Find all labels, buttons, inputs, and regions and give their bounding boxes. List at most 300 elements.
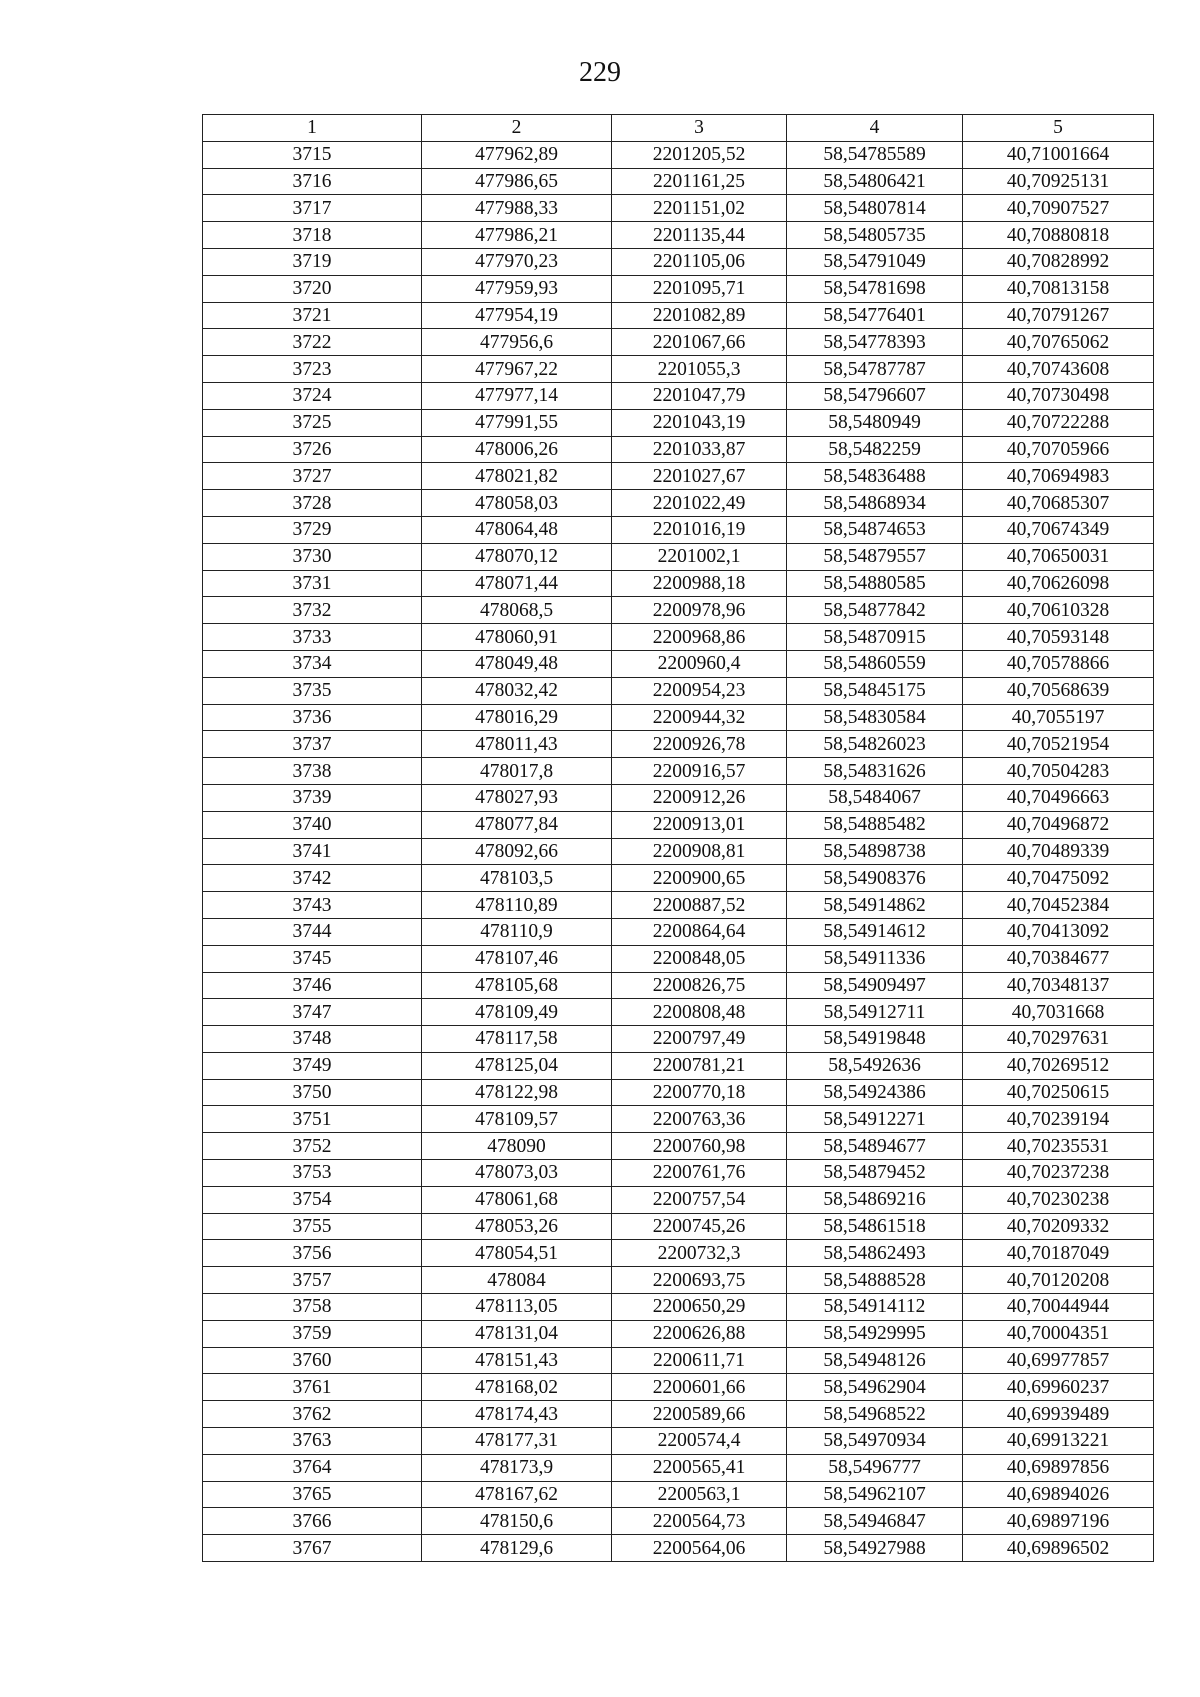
y-coordinate-cell: 2201055,3 <box>612 356 787 383</box>
table-row <box>203 1106 1154 1133</box>
point-number-cell: 3748 <box>203 1026 422 1053</box>
x-coordinate-cell: 478109,57 <box>422 1106 612 1133</box>
latitude-cell: 58,5496777 <box>787 1454 963 1481</box>
table-row <box>203 1052 1154 1079</box>
column-header: 3 <box>612 115 787 142</box>
latitude-cell: 58,54791049 <box>787 248 963 275</box>
x-coordinate-cell: 478084 <box>422 1267 612 1294</box>
longitude-cell: 40,70504283 <box>963 758 1154 785</box>
longitude-cell: 40,69913221 <box>963 1428 1154 1455</box>
point-number-cell: 3762 <box>203 1401 422 1428</box>
y-coordinate-cell: 2201067,66 <box>612 329 787 356</box>
latitude-cell: 58,54927988 <box>787 1535 963 1562</box>
y-coordinate-cell: 2200926,78 <box>612 731 787 758</box>
longitude-cell: 40,70250615 <box>963 1079 1154 1106</box>
y-coordinate-cell: 2200650,29 <box>612 1294 787 1321</box>
table-row <box>203 892 1154 919</box>
latitude-cell: 58,54869216 <box>787 1186 963 1213</box>
x-coordinate-cell: 478049,48 <box>422 650 612 677</box>
latitude-cell: 58,54806421 <box>787 168 963 195</box>
y-coordinate-cell: 2200808,48 <box>612 999 787 1026</box>
longitude-cell: 40,69894026 <box>963 1481 1154 1508</box>
y-coordinate-cell: 2201135,44 <box>612 222 787 249</box>
table-row <box>203 918 1154 945</box>
point-number-cell: 3758 <box>203 1294 422 1321</box>
table-row <box>203 1294 1154 1321</box>
longitude-cell: 40,70348137 <box>963 972 1154 999</box>
latitude-cell: 58,54962904 <box>787 1374 963 1401</box>
longitude-cell: 40,70413092 <box>963 918 1154 945</box>
point-number-cell: 3749 <box>203 1052 422 1079</box>
point-number-cell: 3718 <box>203 222 422 249</box>
table-row <box>203 436 1154 463</box>
table-row <box>203 1347 1154 1374</box>
x-coordinate-cell: 477954,19 <box>422 302 612 329</box>
latitude-cell: 58,5484067 <box>787 784 963 811</box>
x-coordinate-cell: 478110,9 <box>422 918 612 945</box>
column-header: 4 <box>787 115 963 142</box>
column-header: 1 <box>203 115 422 142</box>
table-row <box>203 1160 1154 1187</box>
longitude-cell: 40,70239194 <box>963 1106 1154 1133</box>
x-coordinate-cell: 478174,43 <box>422 1401 612 1428</box>
latitude-cell: 58,54970934 <box>787 1428 963 1455</box>
page-number: 229 <box>579 57 621 88</box>
point-number-cell: 3740 <box>203 811 422 838</box>
longitude-cell: 40,70705966 <box>963 436 1154 463</box>
y-coordinate-cell: 2200564,06 <box>612 1535 787 1562</box>
x-coordinate-cell: 478054,51 <box>422 1240 612 1267</box>
table-row <box>203 1401 1154 1428</box>
x-coordinate-cell: 477956,6 <box>422 329 612 356</box>
point-number-cell: 3727 <box>203 463 422 490</box>
x-coordinate-cell: 478027,93 <box>422 784 612 811</box>
longitude-cell: 40,70044944 <box>963 1294 1154 1321</box>
latitude-cell: 58,54946847 <box>787 1508 963 1535</box>
table-row <box>203 516 1154 543</box>
longitude-cell: 40,70120208 <box>963 1267 1154 1294</box>
y-coordinate-cell: 2200848,05 <box>612 945 787 972</box>
table-row <box>203 222 1154 249</box>
table-row <box>203 650 1154 677</box>
latitude-cell: 58,54787787 <box>787 356 963 383</box>
longitude-cell: 40,70489339 <box>963 838 1154 865</box>
table-row <box>203 624 1154 651</box>
longitude-cell: 40,70880818 <box>963 222 1154 249</box>
latitude-cell: 58,54874653 <box>787 516 963 543</box>
longitude-cell: 40,70828992 <box>963 248 1154 275</box>
point-number-cell: 3764 <box>203 1454 422 1481</box>
x-coordinate-cell: 478151,43 <box>422 1347 612 1374</box>
y-coordinate-cell: 2200797,49 <box>612 1026 787 1053</box>
y-coordinate-cell: 2200601,66 <box>612 1374 787 1401</box>
point-number-cell: 3734 <box>203 650 422 677</box>
latitude-cell: 58,54879557 <box>787 543 963 570</box>
longitude-cell: 40,70269512 <box>963 1052 1154 1079</box>
table-row <box>203 1428 1154 1455</box>
longitude-cell: 40,70235531 <box>963 1133 1154 1160</box>
table-row <box>203 731 1154 758</box>
point-number-cell: 3755 <box>203 1213 422 1240</box>
x-coordinate-cell: 478070,12 <box>422 543 612 570</box>
point-number-cell: 3717 <box>203 195 422 222</box>
y-coordinate-cell: 2200960,4 <box>612 650 787 677</box>
table-row <box>203 972 1154 999</box>
point-number-cell: 3735 <box>203 677 422 704</box>
y-coordinate-cell: 2200988,18 <box>612 570 787 597</box>
latitude-cell: 58,54912711 <box>787 999 963 1026</box>
y-coordinate-cell: 2200770,18 <box>612 1079 787 1106</box>
y-coordinate-cell: 2200913,01 <box>612 811 787 838</box>
longitude-cell: 40,70593148 <box>963 624 1154 651</box>
point-number-cell: 3741 <box>203 838 422 865</box>
point-number-cell: 3721 <box>203 302 422 329</box>
point-number-cell: 3731 <box>203 570 422 597</box>
point-number-cell: 3724 <box>203 382 422 409</box>
longitude-cell: 40,70297631 <box>963 1026 1154 1053</box>
x-coordinate-cell: 477970,23 <box>422 248 612 275</box>
table-row <box>203 302 1154 329</box>
table-row <box>203 1508 1154 1535</box>
x-coordinate-cell: 478058,03 <box>422 490 612 517</box>
y-coordinate-cell: 2200565,41 <box>612 1454 787 1481</box>
latitude-cell: 58,54879452 <box>787 1160 963 1187</box>
x-coordinate-cell: 478064,48 <box>422 516 612 543</box>
latitude-cell: 58,54948126 <box>787 1347 963 1374</box>
y-coordinate-cell: 2201105,06 <box>612 248 787 275</box>
y-coordinate-cell: 2201027,67 <box>612 463 787 490</box>
longitude-cell: 40,70722288 <box>963 409 1154 436</box>
point-number-cell: 3746 <box>203 972 422 999</box>
longitude-cell: 40,70626098 <box>963 570 1154 597</box>
x-coordinate-cell: 478167,62 <box>422 1481 612 1508</box>
longitude-cell: 40,70694983 <box>963 463 1154 490</box>
y-coordinate-cell: 2200900,65 <box>612 865 787 892</box>
y-coordinate-cell: 2200908,81 <box>612 838 787 865</box>
point-number-cell: 3756 <box>203 1240 422 1267</box>
point-number-cell: 3766 <box>203 1508 422 1535</box>
y-coordinate-cell: 2200826,75 <box>612 972 787 999</box>
table-row <box>203 463 1154 490</box>
y-coordinate-cell: 2200563,1 <box>612 1481 787 1508</box>
point-number-cell: 3745 <box>203 945 422 972</box>
latitude-cell: 58,54914112 <box>787 1294 963 1321</box>
y-coordinate-cell: 2200757,54 <box>612 1186 787 1213</box>
table-row <box>203 945 1154 972</box>
table-row <box>203 409 1154 436</box>
point-number-cell: 3715 <box>203 141 422 168</box>
longitude-cell: 40,69977857 <box>963 1347 1154 1374</box>
longitude-cell: 40,70685307 <box>963 490 1154 517</box>
latitude-cell: 58,54805735 <box>787 222 963 249</box>
x-coordinate-cell: 478103,5 <box>422 865 612 892</box>
latitude-cell: 58,54831626 <box>787 758 963 785</box>
y-coordinate-cell: 2200781,21 <box>612 1052 787 1079</box>
coordinates-table <box>202 114 1154 1562</box>
longitude-cell: 40,7055197 <box>963 704 1154 731</box>
longitude-cell: 40,70230238 <box>963 1186 1154 1213</box>
table-row <box>203 999 1154 1026</box>
x-coordinate-cell: 478071,44 <box>422 570 612 597</box>
x-coordinate-cell: 478105,68 <box>422 972 612 999</box>
table-row <box>203 811 1154 838</box>
x-coordinate-cell: 478113,05 <box>422 1294 612 1321</box>
point-number-cell: 3743 <box>203 892 422 919</box>
table-header-row <box>203 115 1154 142</box>
longitude-cell: 40,70743608 <box>963 356 1154 383</box>
x-coordinate-cell: 477988,33 <box>422 195 612 222</box>
latitude-cell: 58,54885482 <box>787 811 963 838</box>
longitude-cell: 40,70610328 <box>963 597 1154 624</box>
longitude-cell: 40,70791267 <box>963 302 1154 329</box>
table-row <box>203 570 1154 597</box>
point-number-cell: 3737 <box>203 731 422 758</box>
y-coordinate-cell: 2201095,71 <box>612 275 787 302</box>
table-row <box>203 1240 1154 1267</box>
longitude-cell: 40,70496663 <box>963 784 1154 811</box>
point-number-cell: 3761 <box>203 1374 422 1401</box>
y-coordinate-cell: 2200978,96 <box>612 597 787 624</box>
x-coordinate-cell: 477991,55 <box>422 409 612 436</box>
latitude-cell: 58,54877842 <box>787 597 963 624</box>
latitude-cell: 58,54796607 <box>787 382 963 409</box>
point-number-cell: 3760 <box>203 1347 422 1374</box>
latitude-cell: 58,54914612 <box>787 918 963 945</box>
point-number-cell: 3726 <box>203 436 422 463</box>
x-coordinate-cell: 478150,6 <box>422 1508 612 1535</box>
x-coordinate-cell: 478109,49 <box>422 999 612 1026</box>
x-coordinate-cell: 478068,5 <box>422 597 612 624</box>
table-row <box>203 543 1154 570</box>
longitude-cell: 40,71001664 <box>963 141 1154 168</box>
latitude-cell: 58,54785589 <box>787 141 963 168</box>
x-coordinate-cell: 478077,84 <box>422 811 612 838</box>
table-row <box>203 1454 1154 1481</box>
x-coordinate-cell: 478053,26 <box>422 1213 612 1240</box>
y-coordinate-cell: 2201205,52 <box>612 141 787 168</box>
longitude-cell: 40,70578866 <box>963 650 1154 677</box>
table-body <box>203 141 1154 1561</box>
latitude-cell: 58,5492636 <box>787 1052 963 1079</box>
point-number-cell: 3753 <box>203 1160 422 1187</box>
x-coordinate-cell: 478017,8 <box>422 758 612 785</box>
x-coordinate-cell: 477967,22 <box>422 356 612 383</box>
point-number-cell: 3719 <box>203 248 422 275</box>
longitude-cell: 40,70674349 <box>963 516 1154 543</box>
table-row <box>203 838 1154 865</box>
point-number-cell: 3754 <box>203 1186 422 1213</box>
latitude-cell: 58,54836488 <box>787 463 963 490</box>
latitude-cell: 58,54962107 <box>787 1481 963 1508</box>
x-coordinate-cell: 478021,82 <box>422 463 612 490</box>
table-row <box>203 677 1154 704</box>
table-row <box>203 329 1154 356</box>
point-number-cell: 3728 <box>203 490 422 517</box>
table-row <box>203 1267 1154 1294</box>
x-coordinate-cell: 478125,04 <box>422 1052 612 1079</box>
y-coordinate-cell: 2201151,02 <box>612 195 787 222</box>
x-coordinate-cell: 478011,43 <box>422 731 612 758</box>
longitude-cell: 40,69897856 <box>963 1454 1154 1481</box>
longitude-cell: 40,69939489 <box>963 1401 1154 1428</box>
x-coordinate-cell: 478006,26 <box>422 436 612 463</box>
latitude-cell: 58,54860559 <box>787 650 963 677</box>
latitude-cell: 58,54888528 <box>787 1267 963 1294</box>
point-number-cell: 3757 <box>203 1267 422 1294</box>
table-row <box>203 1374 1154 1401</box>
latitude-cell: 58,5480949 <box>787 409 963 436</box>
table-row <box>203 1213 1154 1240</box>
x-coordinate-cell: 478016,29 <box>422 704 612 731</box>
x-coordinate-cell: 478060,91 <box>422 624 612 651</box>
latitude-cell: 58,54880585 <box>787 570 963 597</box>
table-row <box>203 1535 1154 1562</box>
latitude-cell: 58,54830584 <box>787 704 963 731</box>
longitude-cell: 40,70496872 <box>963 811 1154 838</box>
y-coordinate-cell: 2200564,73 <box>612 1508 787 1535</box>
x-coordinate-cell: 478073,03 <box>422 1160 612 1187</box>
longitude-cell: 40,70925131 <box>963 168 1154 195</box>
x-coordinate-cell: 478129,6 <box>422 1535 612 1562</box>
point-number-cell: 3722 <box>203 329 422 356</box>
latitude-cell: 58,54776401 <box>787 302 963 329</box>
point-number-cell: 3729 <box>203 516 422 543</box>
point-number-cell: 3725 <box>203 409 422 436</box>
y-coordinate-cell: 2200732,3 <box>612 1240 787 1267</box>
column-header: 2 <box>422 115 612 142</box>
latitude-cell: 58,54781698 <box>787 275 963 302</box>
longitude-cell: 40,70907527 <box>963 195 1154 222</box>
longitude-cell: 40,69897196 <box>963 1508 1154 1535</box>
y-coordinate-cell: 2201016,19 <box>612 516 787 543</box>
y-coordinate-cell: 2201022,49 <box>612 490 787 517</box>
table-row <box>203 1320 1154 1347</box>
y-coordinate-cell: 2201033,87 <box>612 436 787 463</box>
x-coordinate-cell: 478173,9 <box>422 1454 612 1481</box>
point-number-cell: 3733 <box>203 624 422 651</box>
point-number-cell: 3751 <box>203 1106 422 1133</box>
y-coordinate-cell: 2200574,4 <box>612 1428 787 1455</box>
longitude-cell: 40,70475092 <box>963 865 1154 892</box>
x-coordinate-cell: 478061,68 <box>422 1186 612 1213</box>
x-coordinate-cell: 478107,46 <box>422 945 612 972</box>
point-number-cell: 3767 <box>203 1535 422 1562</box>
point-number-cell: 3750 <box>203 1079 422 1106</box>
y-coordinate-cell: 2200968,86 <box>612 624 787 651</box>
table-row <box>203 248 1154 275</box>
x-coordinate-cell: 478092,66 <box>422 838 612 865</box>
latitude-cell: 58,54909497 <box>787 972 963 999</box>
y-coordinate-cell: 2200693,75 <box>612 1267 787 1294</box>
latitude-cell: 58,54868934 <box>787 490 963 517</box>
longitude-cell: 40,7031668 <box>963 999 1154 1026</box>
longitude-cell: 40,70452384 <box>963 892 1154 919</box>
longitude-cell: 40,70813158 <box>963 275 1154 302</box>
table-row <box>203 1481 1154 1508</box>
y-coordinate-cell: 2200589,66 <box>612 1401 787 1428</box>
point-number-cell: 3739 <box>203 784 422 811</box>
y-coordinate-cell: 2200745,26 <box>612 1213 787 1240</box>
table-row <box>203 865 1154 892</box>
longitude-cell: 40,70384677 <box>963 945 1154 972</box>
longitude-cell: 40,69896502 <box>963 1535 1154 1562</box>
latitude-cell: 58,54894677 <box>787 1133 963 1160</box>
point-number-cell: 3744 <box>203 918 422 945</box>
y-coordinate-cell: 2200611,71 <box>612 1347 787 1374</box>
y-coordinate-cell: 2200912,26 <box>612 784 787 811</box>
y-coordinate-cell: 2200944,32 <box>612 704 787 731</box>
x-coordinate-cell: 478110,89 <box>422 892 612 919</box>
table-row <box>203 141 1154 168</box>
table-row <box>203 275 1154 302</box>
table-row <box>203 1133 1154 1160</box>
point-number-cell: 3765 <box>203 1481 422 1508</box>
y-coordinate-cell: 2201043,19 <box>612 409 787 436</box>
latitude-cell: 58,54911336 <box>787 945 963 972</box>
table-row <box>203 195 1154 222</box>
point-number-cell: 3736 <box>203 704 422 731</box>
latitude-cell: 58,54861518 <box>787 1213 963 1240</box>
x-coordinate-cell: 477962,89 <box>422 141 612 168</box>
longitude-cell: 40,70730498 <box>963 382 1154 409</box>
x-coordinate-cell: 478177,31 <box>422 1428 612 1455</box>
latitude-cell: 58,54908376 <box>787 865 963 892</box>
y-coordinate-cell: 2200763,36 <box>612 1106 787 1133</box>
point-number-cell: 3763 <box>203 1428 422 1455</box>
point-number-cell: 3747 <box>203 999 422 1026</box>
x-coordinate-cell: 478122,98 <box>422 1079 612 1106</box>
latitude-cell: 58,54845175 <box>787 677 963 704</box>
point-number-cell: 3738 <box>203 758 422 785</box>
longitude-cell: 40,70004351 <box>963 1320 1154 1347</box>
y-coordinate-cell: 2200626,88 <box>612 1320 787 1347</box>
longitude-cell: 40,70237238 <box>963 1160 1154 1187</box>
table-row <box>203 168 1154 195</box>
y-coordinate-cell: 2200760,98 <box>612 1133 787 1160</box>
longitude-cell: 40,70765062 <box>963 329 1154 356</box>
table-row <box>203 597 1154 624</box>
latitude-cell: 58,5482259 <box>787 436 963 463</box>
point-number-cell: 3759 <box>203 1320 422 1347</box>
y-coordinate-cell: 2200887,52 <box>612 892 787 919</box>
table-row <box>203 1186 1154 1213</box>
latitude-cell: 58,54807814 <box>787 195 963 222</box>
longitude-cell: 40,70187049 <box>963 1240 1154 1267</box>
x-coordinate-cell: 478168,02 <box>422 1374 612 1401</box>
point-number-cell: 3716 <box>203 168 422 195</box>
table-row <box>203 758 1154 785</box>
y-coordinate-cell: 2201082,89 <box>612 302 787 329</box>
table-row <box>203 382 1154 409</box>
point-number-cell: 3732 <box>203 597 422 624</box>
point-number-cell: 3723 <box>203 356 422 383</box>
column-header: 5 <box>963 115 1154 142</box>
y-coordinate-cell: 2201161,25 <box>612 168 787 195</box>
x-coordinate-cell: 478090 <box>422 1133 612 1160</box>
table-row <box>203 704 1154 731</box>
table-row <box>203 1026 1154 1053</box>
latitude-cell: 58,54862493 <box>787 1240 963 1267</box>
x-coordinate-cell: 478131,04 <box>422 1320 612 1347</box>
x-coordinate-cell: 478032,42 <box>422 677 612 704</box>
longitude-cell: 40,70521954 <box>963 731 1154 758</box>
table-row <box>203 784 1154 811</box>
longitude-cell: 40,70209332 <box>963 1213 1154 1240</box>
x-coordinate-cell: 477986,21 <box>422 222 612 249</box>
latitude-cell: 58,54919848 <box>787 1026 963 1053</box>
y-coordinate-cell: 2201047,79 <box>612 382 787 409</box>
longitude-cell: 40,69960237 <box>963 1374 1154 1401</box>
